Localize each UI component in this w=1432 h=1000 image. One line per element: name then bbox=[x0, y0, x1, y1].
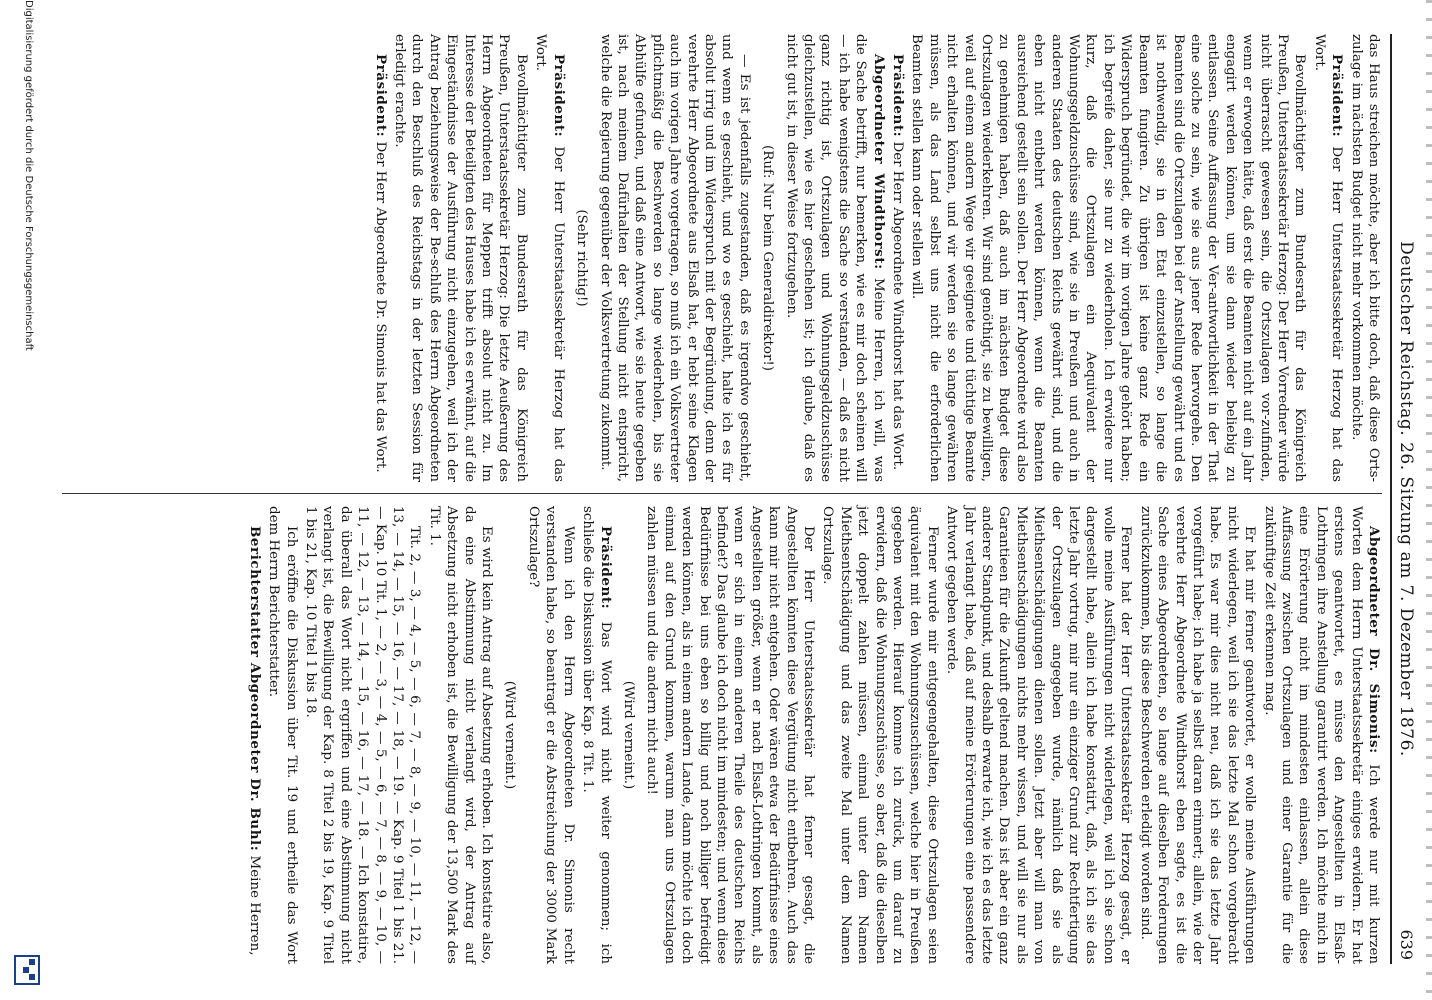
paragraph-text: Tit. 2, — 3, — 4, — 5, — 6, — 7, — 8, — 9, — 10, — 11, — 12, — 13, — 14, — 15, — 16, — 17, — 18, — 19. — Kap. 9 Titel 1 bis 21. — Kap. 10 Tit. 1, — 2, — 3, — 4, — 5, — 6, — 7, — 8, — 9, — 10, — 11, — 12, — 13, — 14, — 15, — 16, — 17, — 18. — Ich konstatire, da überall das Wort nicht ergriffen und eine Abstimmung nicht verlangt ist, die Bewilligung der Kap. 8 Titel 2 bis 19, Kap. 9 Titel 1 bis 21, Kap. 10 Titel 1 bis 18. bbox=[303, 506, 423, 964]
stage-direction bbox=[620, 506, 637, 964]
speaker-name: Abgeordneter Dr. Simonis: bbox=[1366, 526, 1382, 754]
paragraph-text: Ich werde nur mit kurzen Worten dem Herrn Unterstaatssekretär einiges erwidern. Er hat erstens geantwortet, es müsse den Angestellten in Elsaß-Lothringen ihre Anstellung garantirt werden. Ich möchte mich in eine Erörterung nicht im mindesten einlassen, allein diese Auffassung zwischen Ortszulagen und einer Garantie für die zukünftige Zeit erkennen mag. bbox=[1261, 506, 1381, 964]
paragraph bbox=[525, 506, 577, 964]
paragraph-text: Das Wort wird nicht weiter genommen; ich schließe die Diskussion über Kap. 8 Tit. 1. bbox=[580, 506, 613, 964]
paragraph bbox=[245, 506, 262, 964]
paragraph-text: das Haus streichen möchte, aber ich bitte doch, daß diese Orts-zulage im nächsten Budget nicht mehr vorkommen möchte. bbox=[1348, 34, 1381, 482]
speaker-name: Abgeordneter Windthorst: bbox=[870, 54, 887, 270]
speaker-name: Berichterstatter Abgeordneter Dr. Buhl: bbox=[246, 526, 263, 852]
page-footer bbox=[12, 0, 42, 1000]
paragraph-text: (Sehr richtig!) bbox=[574, 209, 590, 307]
paragraph bbox=[943, 506, 1134, 964]
paragraph bbox=[1260, 506, 1382, 964]
paragraph-text: Er hat mir ferner geantwortet, er wolle meine Ausführungen nicht widerlegen, weil ich sie das letzte Mal schon vorgebracht habe. Es war mir dies nicht neu, daß ich sie das letzte Jahr vorgeführt habe; ich habe ja selbst daran erinnert; allein, wie der verehrte Herr Abgeordnete Windthorst eben sagte, es ist die Sache eines Abgeordneten, so lange auf dieselben Forderungen zurückzukommen, bis diese Beschwerden erledigt worden sind. bbox=[1137, 506, 1258, 964]
stage-direction bbox=[759, 34, 776, 482]
paragraph-text: Der Herr Abgeordnete Dr. Simonis hat das Wort. bbox=[372, 141, 388, 473]
paragraph-text: Meine Herren, ich will, was die Sache betrifft, nur bemerken, wie es mir doch scheinen will — ich habe wenigstens die Sache so verstanden, — daß es nicht ganz richtig ist, Ortszulagen und Wohnungsgeldzuschüsse gleichzustellen, wie es hier geschehen ist; ich glaube, daß es nicht gut ist, in dieser Weise fortzugehen. bbox=[783, 34, 886, 483]
paragraph bbox=[1136, 506, 1258, 964]
right-column bbox=[62, 506, 1382, 964]
paragraph bbox=[819, 506, 941, 964]
speaker-name: Präsident: bbox=[550, 54, 567, 138]
page-header bbox=[1390, 34, 1418, 964]
dfg-logo-icon bbox=[14, 955, 40, 985]
speaker-name: Präsident: bbox=[1329, 54, 1346, 138]
scan-edge-mark bbox=[1426, 0, 1432, 1000]
stage-direction bbox=[501, 506, 518, 964]
paragraph-text: (Ruf: Nur beim Generaldirektor!) bbox=[760, 145, 776, 371]
stage-direction bbox=[573, 34, 590, 482]
paragraph bbox=[1347, 34, 1382, 482]
paragraph bbox=[425, 506, 495, 964]
paragraph-text: Der Herr Abgeordnete Windthorst hat das Wort. bbox=[890, 141, 906, 471]
paragraph-text: (Wird verneint.) bbox=[620, 680, 636, 790]
speaker-name: Präsident: bbox=[372, 54, 389, 138]
paragraph bbox=[908, 34, 1308, 482]
paragraph-text: Der Herr Unterstaatssekretär hat ferner gesagt, die Angestellten könnten diese Vergütung nicht entbehren. Auch das kann mir nicht entgehen. Oder wären etwa der Bedürfnisse eines Angestellten größer, wenn er nach Elsaß-Lothringen kommt, als wenn er sich in einem anderen Theile des deutschen Reichs befindet? Das glaube ich doch nicht im mindesten; und wenn diese Bedürfnisse bei uns eben so billig und noch billiger befriedigt werden können, als in einem andern Lande, dann möchte ich doch einmal auf den Grund kommen, warum man uns Ortszulagen zahlen müssen und die andern nicht auch! bbox=[644, 506, 816, 964]
speaker-name: Präsident: bbox=[890, 54, 907, 138]
paragraph-text: Der Herr Unterstaatssekretär Herzog hat das Wort. bbox=[533, 34, 566, 482]
paragraph-text: Ferner hat der Herr Unterstaatssekretär Herzog gesagt, er wolle meine Ausführungen nicht widerlegen, weil ich sie schon dargestellt habe, allein ich habe konstatirt, daß, als ich sie das letzte Jahr vortrug, mir nur ein einziger Grund zur Rechtfertigung der Ortszulagen angegeben wurde, nämlich daß sie als Miethsentschädigungen dienen sollen. Jetzt aber will man von Miethsentschädigungen nichts mehr wissen, und will sie nur als Garantieen für die Zukunft geltend machen. Das ist aber ein ganz anderer Standpunkt, und deshalb erwarte ich, wie ich es das letzte Jahr verlangt habe, daß auf meine Erörterungen eine passendere Antwort gegeben werde. bbox=[944, 506, 1134, 964]
paragraph bbox=[532, 34, 567, 482]
paragraph-text: Ferner wurde mir entgegengehalten, diese Ortszulagen seien äquivalent mit den Wohnungszuschüssen, welche hier in Preußen gegeben werden. Hierauf komme ich zurück, um darauf zu erwidern, daß die Wohnungszuschüsse, so aber, daß die dieselben jetzt doppelt zahlen müssen, einmal unter dem Namen Miethsentschädigung und das zweite Mal unter dem Namen Ortszulage. bbox=[820, 506, 940, 964]
paragraph-text: Meine Herren, bbox=[246, 855, 262, 956]
paragraph bbox=[579, 506, 614, 964]
paragraph bbox=[889, 34, 906, 482]
paragraph-text: Der Herr Unterstaatssekretär Herzog hat das Wort. bbox=[1311, 34, 1345, 482]
paragraph-text: Ich eröffne die Diskussion über Tit. 19 und ertheile das Wort dem Herrn Berichterstatter. bbox=[266, 506, 299, 964]
paragraph-text: Es wird kein Antrag auf Absetzung erhoben. Ich konstatire also, da eine Abstimmung nicht verlangt wird, der Antrag auf Absetzung nicht erhoben ist, die Bewilligung der 13,500 Mark des Tit. 1. bbox=[426, 506, 495, 964]
paragraph-text: — Es ist jedenfalls zugestanden, daß es irgendwo geschieht, und wenn es geschieht, und wo es geschieht, halte ich es für absolut irrig und im Widerspruch mit der Begründung, denn der verehrte Herr Abgeordnete aus Elsaß hat, er hebt seine Klagen auch im vorigen Jahre vorgetragen, so muß ich ein Volksvertreter pflichtmäßig die Beschwerden so lange wiederholen, bis sie Abhülfe gefunden, und daß eine Antwort, wie sie heute gegeben ist, nach meinem Dafürhalten der Stellung nicht entspricht, welche die Regierung gegenüber der Volksvertretung zukommt. bbox=[597, 34, 752, 482]
paragraph bbox=[643, 506, 817, 964]
paragraph-text: (Wird verneint.) bbox=[502, 680, 518, 790]
paragraph-text: Bevollmächtigter zum Bundesrath für das Königreich Preußen, Unterstaatssekretär Herzog: Der Herr Vorredner würde nicht überrascht gewesen sein, die Ortszulagen vor-zufinden, wenn er erwogen hätte, daß erst die Beamten nicht auf ein Jahr engagirt werden können, um sie dann wieder beliebig zu entlassen. Seine Auffassung der Ver-antwortlichkeit in der That eine solche zu sein, wie sie aus jener Rede hervorgehe. Den Beamten sind die Ortszulagen bei der Anstellung gewährt und es ist nothwendig, sie in den Etat einzustellen, so lange die Beamten fungiren. Zu übrigen ist keine ganz Rede ein Widerspruch begründet, die wir im vorigen Jahre gehört haben; ich begreife daher, sie nur zu wiederholen. Ich erwidere nur kurz, daß die Ortszulagen ein Aequivalent der Wohnungsgeldzuschüsse sind, wie sie in Preußen und auch in anderen Staaten des deutschen Reichs gewährt sind, und die eben nicht entbehrt werden können, wenn die Beamten ausreichend gestellt sein sollen. Der Herr Abgeordnete wird also zu genehmigen haben, daß auch im nächsten Budget diese Ortszulagen wiederkehren. Wir sind genöthigt, sie zu bewilligen, weil auf einem andern Wege wir geeignete und tüchtige Beamte nicht erhalten können, und wir werden sie so lange gewähren müssen, als das Land selbst uns nicht die erforderlichen Beamten stellen kann oder stellen will. bbox=[909, 34, 1308, 482]
paragraph bbox=[1310, 34, 1345, 482]
paragraph bbox=[596, 34, 753, 482]
paragraph-text: Wenn ich den Herrn Abgeordneten Dr. Simonis recht verstanden habe, so beantragt er die Abstreichung der 3000 Mark Ortszulage? bbox=[525, 506, 576, 964]
paragraph-text: Bevollmächtigter zum Bundesrath für das Königreich Preußen, Unterstaatssekretär Herzog: Die letzte Aeußerung des Herrn Abgeordneten für Meppen trifft absolut nicht zu. Im Interesse der Beteiligten des Hauses habe ich es erwähnt, auf die Eingeständnisse der Ausführung nicht einzugehen, weil ich der Antrag beziehungsweise der Be-schluß des Herrn Abgeordneten durch den Beschluß des Reichstags in der letzten Session für erledigt erachte. bbox=[392, 34, 529, 482]
page-number: 639 bbox=[1397, 929, 1416, 960]
paragraph bbox=[391, 34, 530, 482]
paragraph bbox=[302, 506, 424, 964]
speaker-name: Präsident: bbox=[597, 526, 614, 610]
paragraph bbox=[782, 34, 886, 482]
paragraph bbox=[265, 506, 300, 964]
paragraph bbox=[371, 34, 388, 482]
running-title: Deutscher Reichstag. 26. Sitzung am 7. Dezember 1876. bbox=[1396, 241, 1416, 757]
left-column bbox=[62, 34, 1382, 482]
digitization-credit: Digitalisierung gefördert durch die Deutsche Forschungsgemeinschaft bbox=[23, 0, 34, 351]
column-divider bbox=[62, 493, 1382, 494]
